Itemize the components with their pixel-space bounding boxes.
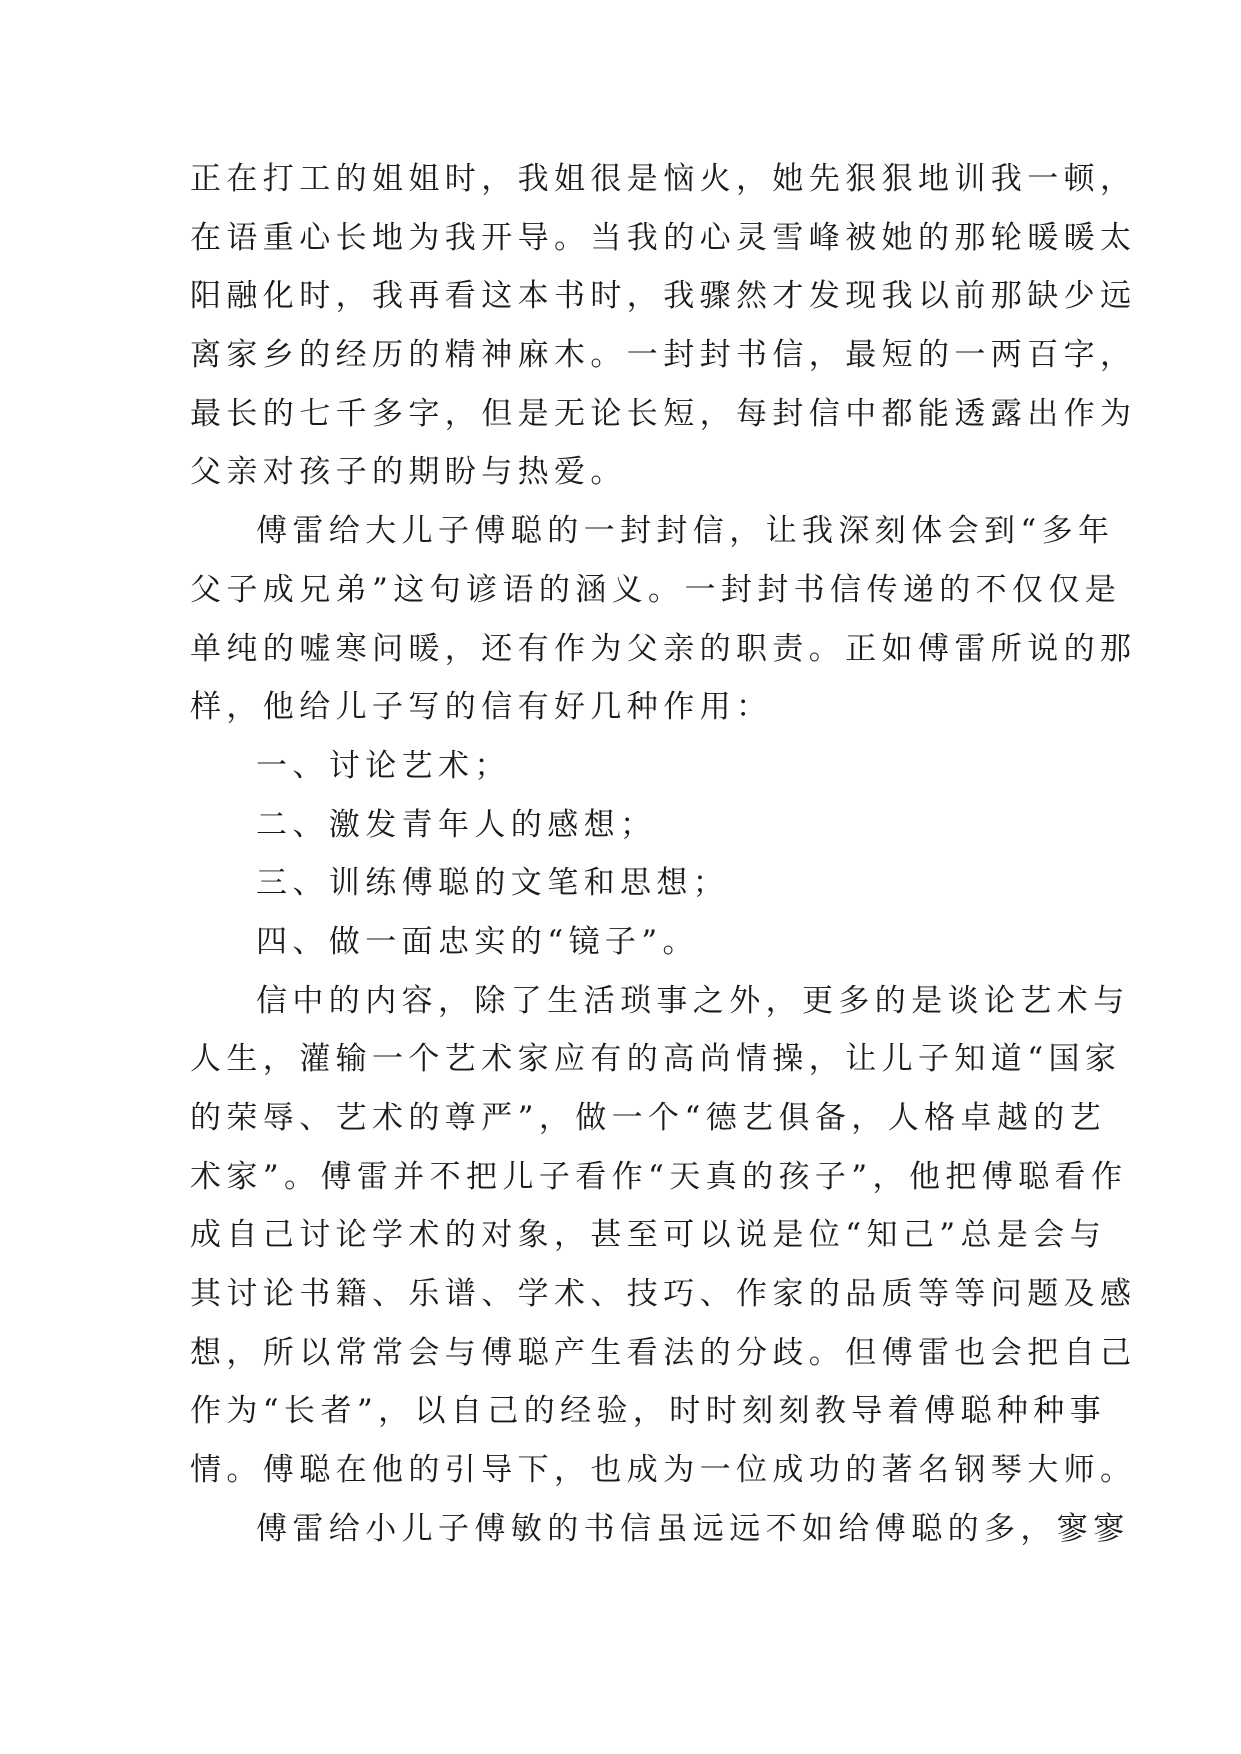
list-item: 二、激发青年人的感想； <box>256 806 657 843</box>
list-item: 四、做一面忠实的“镜子”。 <box>256 923 699 960</box>
text-line: 父亲对孩子的期盼与热爱。 <box>190 454 627 491</box>
text-line: 的荣辱、艺术的尊严”，做一个“德艺俱备，人格卓越的艺 <box>190 1100 1107 1136</box>
text-line: 情。傅聪在他的引导下，也成为一位成功的著名钢琴大师。 <box>190 1452 1137 1489</box>
text-line: 离家乡的经历的精神麻木。一封封书信，最短的一两百字， <box>190 337 1137 374</box>
list-item: 一、讨论艺术； <box>256 747 511 784</box>
text-line: 最长的七千多字，但是无论长短，每封信中都能透露出作为 <box>190 395 1137 432</box>
text-line: 样，他给儿子写的信有好几种作用： <box>190 689 773 726</box>
text-line: 想，所以常常会与傅聪产生看法的分歧。但傅雷也会把自己 <box>190 1334 1137 1371</box>
text-line: 单纯的嘘寒问暖，还有作为父亲的职责。正如傅雷所说的那 <box>190 630 1137 667</box>
text-line: 父子成兄弟”这句谚语的涵义。一封封书信传递的不仅仅是 <box>190 571 1122 608</box>
text-line: 在语重心长地为我开导。当我的心灵雪峰被她的那轮暖暖太 <box>190 219 1137 256</box>
text-line: 成自己讨论学术的对象，甚至可以说是位“知己”总是会与 <box>190 1217 1107 1254</box>
body-text <box>190 150 1137 1559</box>
text-line: 阳融化时，我再看这本书时，我骤然才发现我以前那缺少远 <box>190 278 1137 315</box>
text-line: 术家”。傅雷并不把儿子看作“天真的孩子”，他把傅聪看作 <box>190 1158 1128 1195</box>
text-line: 人生，灌输一个艺术家应有的高尚情操，让儿子知道“国家 <box>190 1041 1122 1078</box>
text-line: 正在打工的姐姐时，我姐很是恼火，她先狠狠地训我一顿， <box>190 161 1137 197</box>
list-item: 三、训练傅聪的文笔和思想； <box>256 865 730 902</box>
text-line: 作为“长者”，以自己的经验，时时刻刻教导着傅聪种种事 <box>190 1393 1107 1430</box>
paragraph-start-line: 傅雷给小儿子傅敏的书信虽远远不如给傅聪的多，寥寥 <box>256 1510 1130 1547</box>
paragraph-start-line: 信中的内容，除了生活琐事之外，更多的是谈论艺术与 <box>256 982 1130 1019</box>
text-line: 其讨论书籍、乐谱、学术、技巧、作家的品质等等问题及感 <box>190 1276 1137 1313</box>
paragraph-start-line: 傅雷给大儿子傅聪的一封封信，让我深刻体会到“多年 <box>256 513 1115 550</box>
